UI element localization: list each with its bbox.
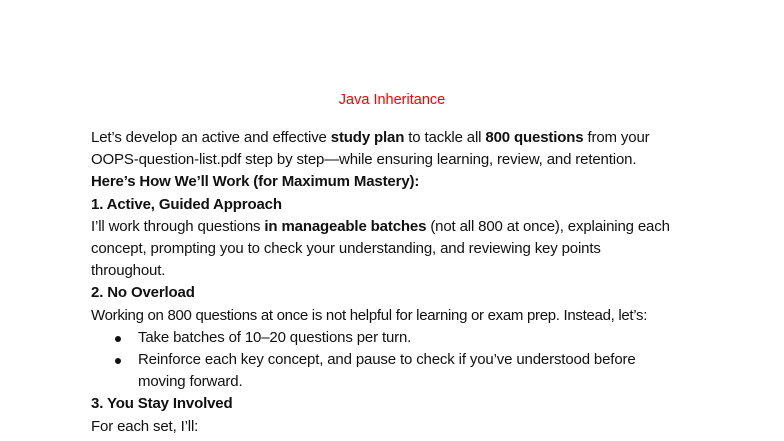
bullet-icon [115, 358, 121, 364]
text: to tackle all [404, 129, 486, 146]
section-1-line-2: concept, prompting you to check your understanding, and reviewing key points [91, 240, 601, 258]
text: (not all 800 at once), explaining each [426, 217, 670, 235]
document-title: Java Inheritance [338, 92, 446, 108]
section-2-text: Working on 800 questions at once is not helpful for learning or exam prep. Instead, let’s: [91, 306, 648, 324]
intro-line-1 [91, 127, 751, 149]
section-1-heading [91, 194, 751, 216]
list-item [91, 327, 751, 349]
section-3-heading [91, 393, 751, 415]
heading-text: 3. You Stay Involved [91, 395, 233, 413]
bold-text: in manageable batches [264, 217, 427, 235]
intro-line-2: OOPS-question-list.pdf step by step—while ensuring learning, review, and retention. [91, 151, 637, 169]
list-item-text: Reinforce each key concept, and pause to check if you’ve understood before [138, 351, 636, 369]
list-item-text: Take batches of 10–20 questions per turn. [138, 328, 412, 346]
text: I’ll work through questions [91, 217, 265, 235]
bold-text: study plan [330, 129, 405, 146]
how-heading [91, 171, 751, 193]
section-2-heading [91, 282, 751, 304]
heading-text: Here’s How We’ll Work (for Maximum Mastery): [91, 173, 420, 191]
text: Let’s develop an active and effective [91, 129, 331, 146]
heading-text: 1. Active, Guided Approach [91, 195, 282, 213]
bold-text: 800 questions [485, 129, 584, 146]
document-body [91, 127, 751, 438]
heading-text: 2. No Overload [91, 284, 195, 302]
section-3-text: For each set, I’ll: [91, 417, 199, 435]
section-1-line-3: throughout. [91, 262, 166, 280]
list-item-text: moving forward. [138, 373, 243, 391]
text: from your [583, 129, 650, 146]
list-item [91, 349, 751, 371]
section-1-line-1 [91, 216, 751, 238]
bullet-icon [115, 336, 121, 342]
list-item-continuation [91, 371, 751, 393]
